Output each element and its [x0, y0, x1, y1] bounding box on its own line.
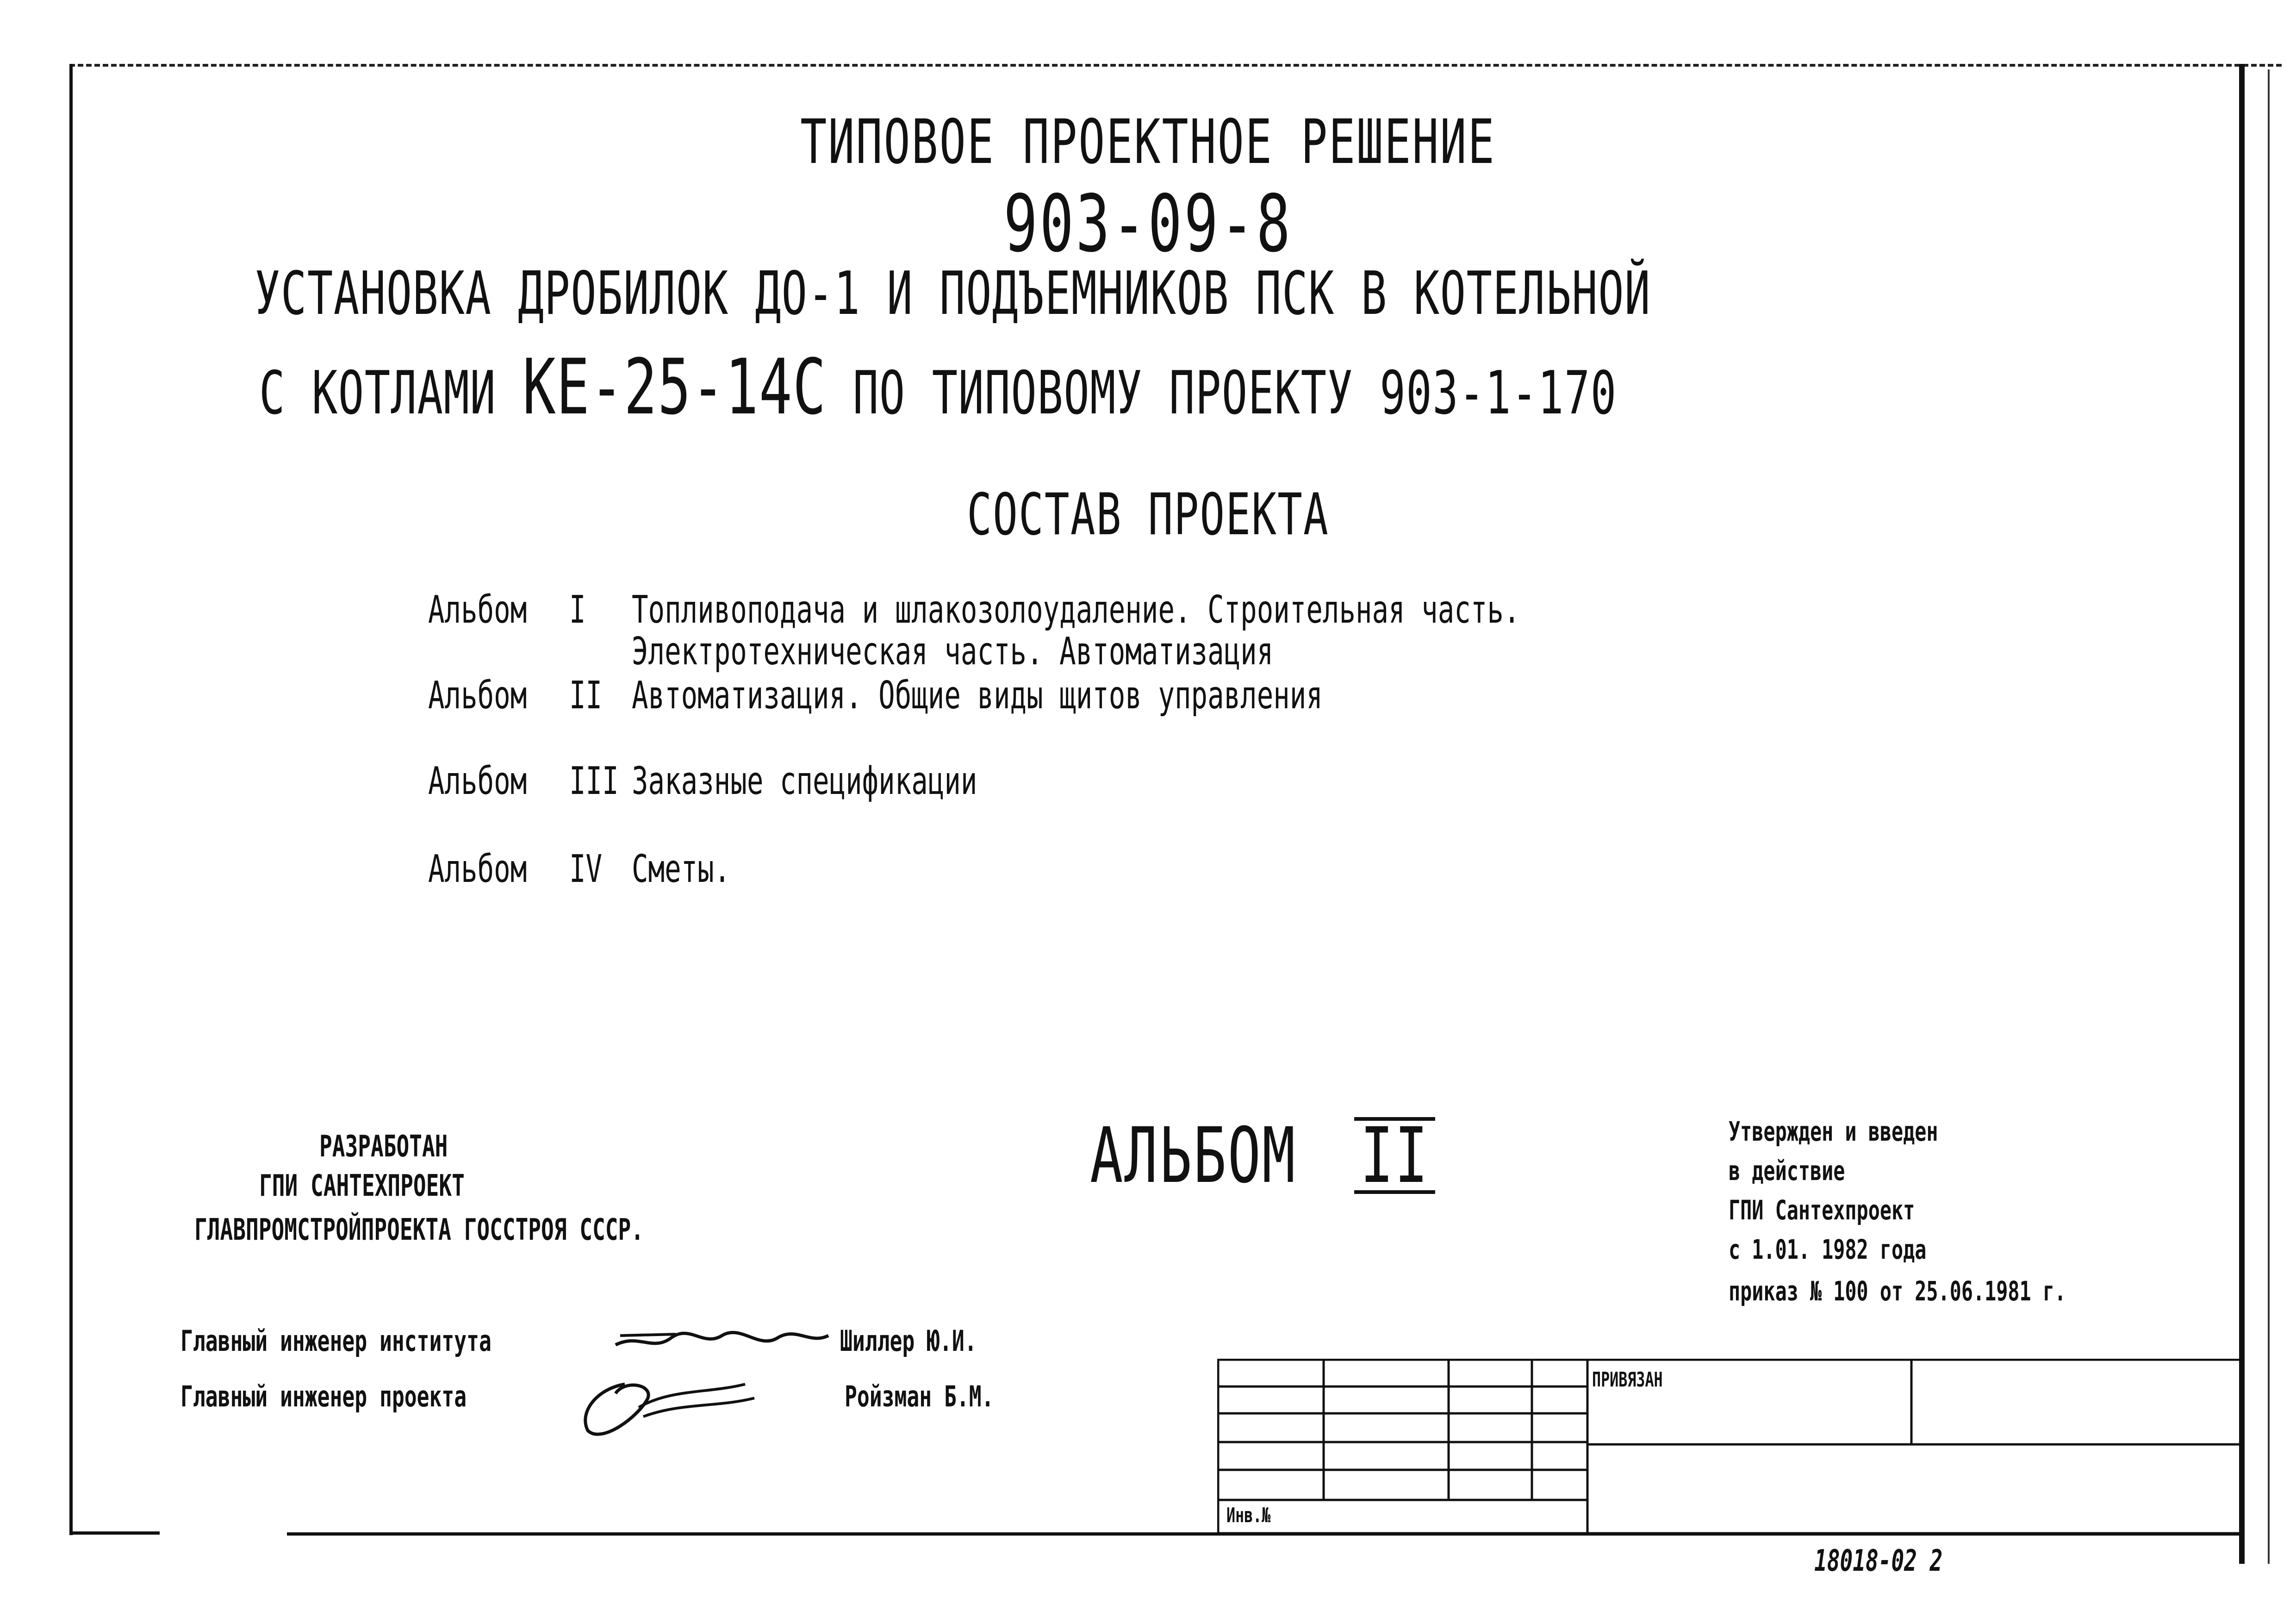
album-1-number: I	[569, 588, 586, 632]
signature-mark-1	[611, 1319, 833, 1361]
album-3-label: Альбом	[428, 759, 527, 803]
album-2-number: II	[569, 674, 603, 718]
project-title-line-1: УСТАНОВКА ДРОБИЛОК ДО-1 И ПОДЪЕМНИКОВ ПСК В КОТЕЛЬНОЙ	[255, 259, 1651, 328]
stamp-table	[1217, 1359, 2245, 1537]
album-1-label: Альбом	[428, 588, 527, 632]
privyazan-label: ПРИВЯЗАН	[1592, 1368, 1663, 1392]
sheet-number: 18018-02 2	[1814, 1544, 1943, 1578]
developer-line-2: ГПИ САНТЕХПРОЕКТ	[259, 1169, 465, 1203]
doc-type-heading: ТИПОВОЕ ПРОЕКТНОЕ РЕШЕНИЕ	[800, 106, 1496, 178]
developer-line-1: РАЗРАБОТАН	[319, 1130, 448, 1164]
frame-right-inner-border	[2268, 69, 2270, 1564]
album-designation	[1090, 1111, 1569, 1200]
album-word: АЛЬБОМ	[1090, 1111, 1297, 1200]
album-2-label: Альбом	[428, 674, 527, 718]
approval-line-4: с 1.01. 1982 года	[1729, 1234, 1927, 1265]
signature-role-chief-engineer-project: Главный инженер проекта	[180, 1380, 467, 1413]
frame-right-border	[2239, 64, 2245, 1564]
composition-heading: СОСТАВ ПРОЕКТА	[967, 481, 1329, 548]
developer-line-3: ГЛАВПРОМСТРОЙПРОЕКТА ГОССТРОЯ СССР.	[194, 1213, 644, 1247]
album-3-number: III	[569, 759, 619, 803]
signature-name-1: Шиллер Ю.И.	[840, 1324, 977, 1358]
approval-line-3: ГПИ Сантехпроект	[1729, 1194, 1915, 1226]
album-3-text: Заказные спецификации	[632, 759, 977, 803]
frame-top-border	[69, 64, 2282, 67]
signature-mark-2	[569, 1370, 764, 1449]
approval-line-1: Утвержден и введен	[1729, 1116, 1938, 1147]
signature-role-chief-engineer-institute: Главный инженер института	[180, 1324, 492, 1358]
album-1-text-cont: Электротехническая часть. Автоматизация	[632, 630, 1274, 674]
approval-line-2: в действие	[1729, 1155, 1845, 1187]
album-2-text: Автоматизация. Общие виды щитов управления	[632, 674, 1323, 718]
album-roman-number: II	[1354, 1117, 1435, 1194]
album-4-number: IV	[569, 847, 603, 891]
approval-line-5: приказ № 100 от 25.06.1981 г.	[1729, 1275, 2066, 1307]
album-1-text: Топливоподача и шлакозолоудаление. Строительная часть.	[632, 588, 1520, 632]
boiler-model: КЕ-25-14С	[523, 343, 827, 431]
title-typical-project: ПО ТИПОВОМУ ПРОЕКТУ 903-1-170	[852, 359, 1617, 428]
signature-name-2: Ройзман Б.М.	[845, 1380, 994, 1413]
project-title-line-2	[259, 343, 2145, 431]
frame-bottom-border-left	[69, 1531, 160, 1535]
title-with-boilers: С КОТЛАМИ	[259, 359, 497, 428]
album-4-text: Сметы.	[632, 847, 731, 891]
album-4-label: Альбом	[428, 847, 527, 891]
project-code: 903-09-8	[1003, 178, 1293, 270]
frame-left-border	[69, 64, 73, 1535]
inventory-number-label: Инв.№	[1226, 1504, 1271, 1527]
